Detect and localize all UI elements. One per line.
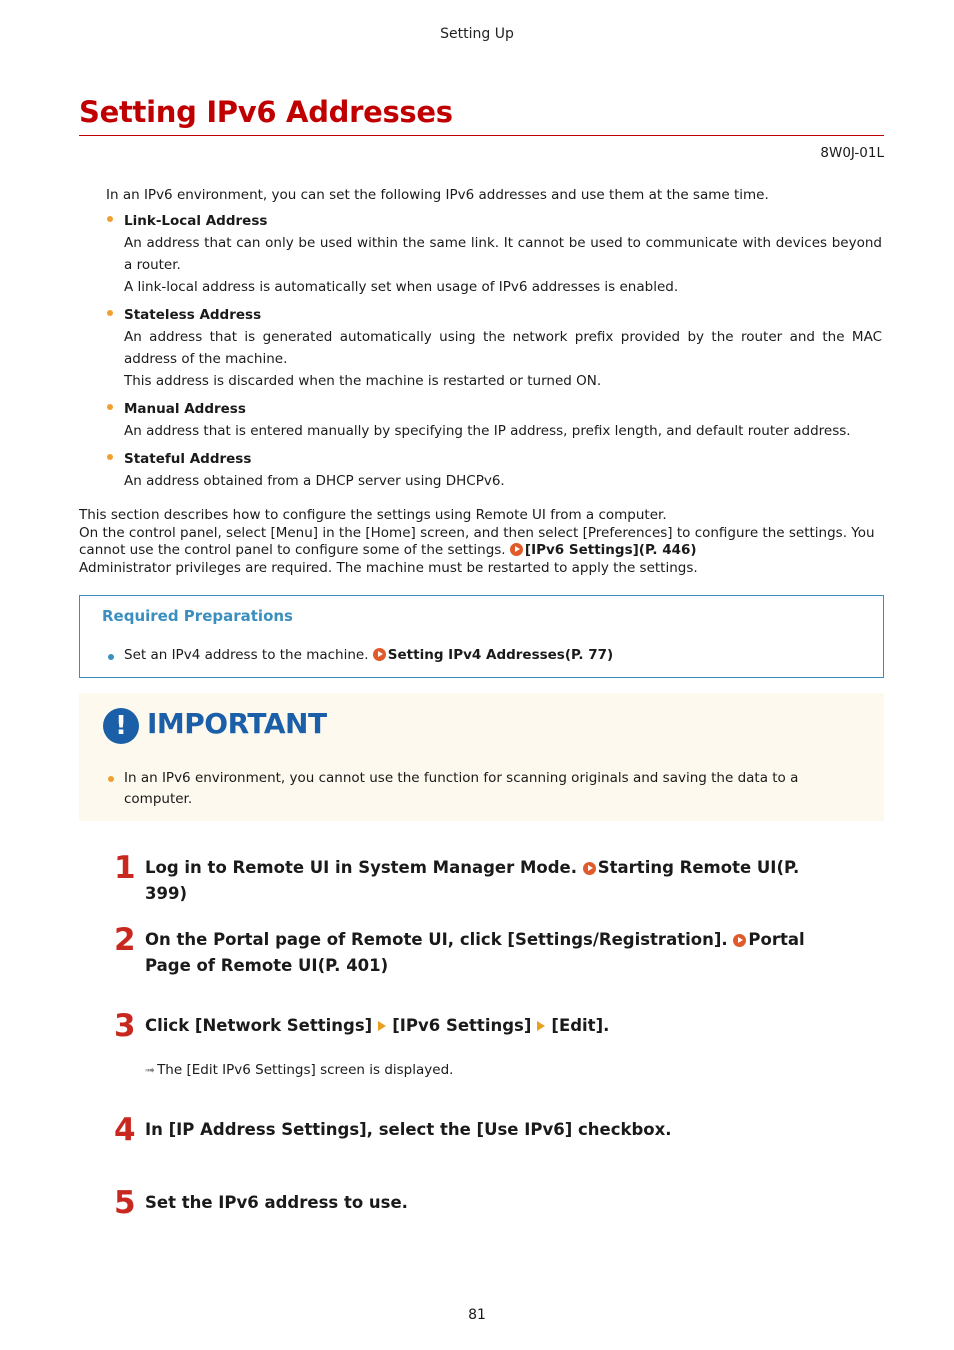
- address-term: Stateful Address: [124, 451, 252, 467]
- address-list: [106, 210, 882, 498]
- address-term: Link-Local Address: [124, 213, 268, 229]
- step-text: On the Portal page of Remote UI, click [Settings/Registration]. Portal Page of Remote UI(P. 401): [145, 930, 805, 975]
- intro-text: In an IPv6 environment, you can set the following IPv6 addresses and use them at the same time.: [106, 187, 769, 203]
- preparation-item: Set an IPv4 address to the machine. Setting IPv4 Addresses(P. 77): [124, 647, 614, 663]
- address-desc: An address that is entered manually by specifying the IP address, prefix length, and default router address.: [124, 423, 851, 439]
- step-number: 2: [114, 922, 136, 958]
- link-arrow-icon: [510, 543, 523, 556]
- step-text: In [IP Address Settings], select the [Use IPv6] checkbox.: [145, 1120, 672, 1139]
- list-item: [106, 448, 882, 492]
- page-title: Setting IPv6 Addresses: [79, 95, 453, 129]
- running-header: Setting Up: [440, 26, 514, 42]
- menu-path-arrow-icon: [378, 1021, 386, 1031]
- important-item: In an IPv6 environment, you cannot use the function for scanning originals and saving the data to a computer.: [124, 770, 799, 807]
- preparations-title: Required Preparations: [102, 607, 293, 625]
- step-text: Log in to Remote UI in System Manager Mode. Starting Remote UI(P. 399): [145, 858, 800, 903]
- link-arrow-icon: [733, 934, 746, 947]
- address-desc-note: A link-local address is automatically set when usage of IPv6 addresses is enabled.: [124, 279, 679, 295]
- step-number: 4: [114, 1112, 136, 1148]
- address-desc: An address that can only be used within the same link. It cannot be used to communicate with devices beyond a router.: [124, 235, 882, 273]
- bullet-icon: [107, 310, 113, 316]
- address-desc-note: This address is discarded when the machine is restarted or turned ON.: [124, 373, 602, 389]
- exclamation-icon: !: [103, 708, 139, 744]
- address-term: Manual Address: [124, 401, 246, 417]
- list-item: [106, 398, 882, 442]
- menu-path-arrow-icon: [537, 1021, 545, 1031]
- step-number: 3: [114, 1008, 136, 1044]
- address-term: Stateless Address: [124, 307, 262, 323]
- bullet-icon: [107, 216, 113, 222]
- bullet-icon: [108, 776, 114, 782]
- important-label: IMPORTANT: [147, 707, 327, 740]
- step-text: Click [Network Settings] [IPv6 Settings] [Edit].: [145, 1016, 610, 1035]
- result-arrow-icon: ➟: [145, 1063, 156, 1077]
- list-item: [106, 210, 882, 298]
- starting-remote-ui-link[interactable]: Starting Remote UI(P. 399): [145, 858, 800, 903]
- page-number: 81: [468, 1307, 486, 1323]
- section-line: Administrator privileges are required. The machine must be restarted to apply the settings.: [79, 559, 698, 576]
- bullet-icon: [108, 654, 114, 660]
- doc-id: 8W0J-01L: [820, 145, 884, 161]
- ipv6-settings-link[interactable]: [IPv6 Settings](P. 446): [524, 542, 697, 558]
- link-arrow-icon: [583, 862, 596, 875]
- bullet-icon: [107, 454, 113, 460]
- ipv4-addresses-link[interactable]: Setting IPv4 Addresses(P. 77): [387, 647, 614, 663]
- portal-page-link[interactable]: Portal Page of Remote UI(P. 401): [145, 930, 805, 975]
- step-text: Set the IPv6 address to use.: [145, 1193, 408, 1212]
- section-description: [79, 507, 884, 577]
- step-number: 1: [114, 850, 136, 886]
- list-item: [106, 304, 882, 392]
- bullet-icon: [107, 404, 113, 410]
- section-line: On the control panel, select [Menu] in the [Home] screen, and then select [Preferences] to configure the settings. You cannot use the control panel to configure some of the settings. [IPv6 Settings](P. 446): [79, 524, 875, 558]
- link-arrow-icon: [373, 648, 386, 661]
- step-result: ➟ The [Edit IPv6 Settings] screen is displayed.: [145, 1062, 454, 1078]
- section-line: This section describes how to configure the settings using Remote UI from a computer.: [79, 507, 667, 523]
- address-desc: An address obtained from a DHCP server using DHCPv6.: [124, 473, 505, 489]
- title-divider: [79, 135, 884, 136]
- address-desc: An address that is generated automatically using the network prefix provided by the router and the MAC address of the machine.: [124, 329, 882, 367]
- step-number: 5: [114, 1185, 136, 1221]
